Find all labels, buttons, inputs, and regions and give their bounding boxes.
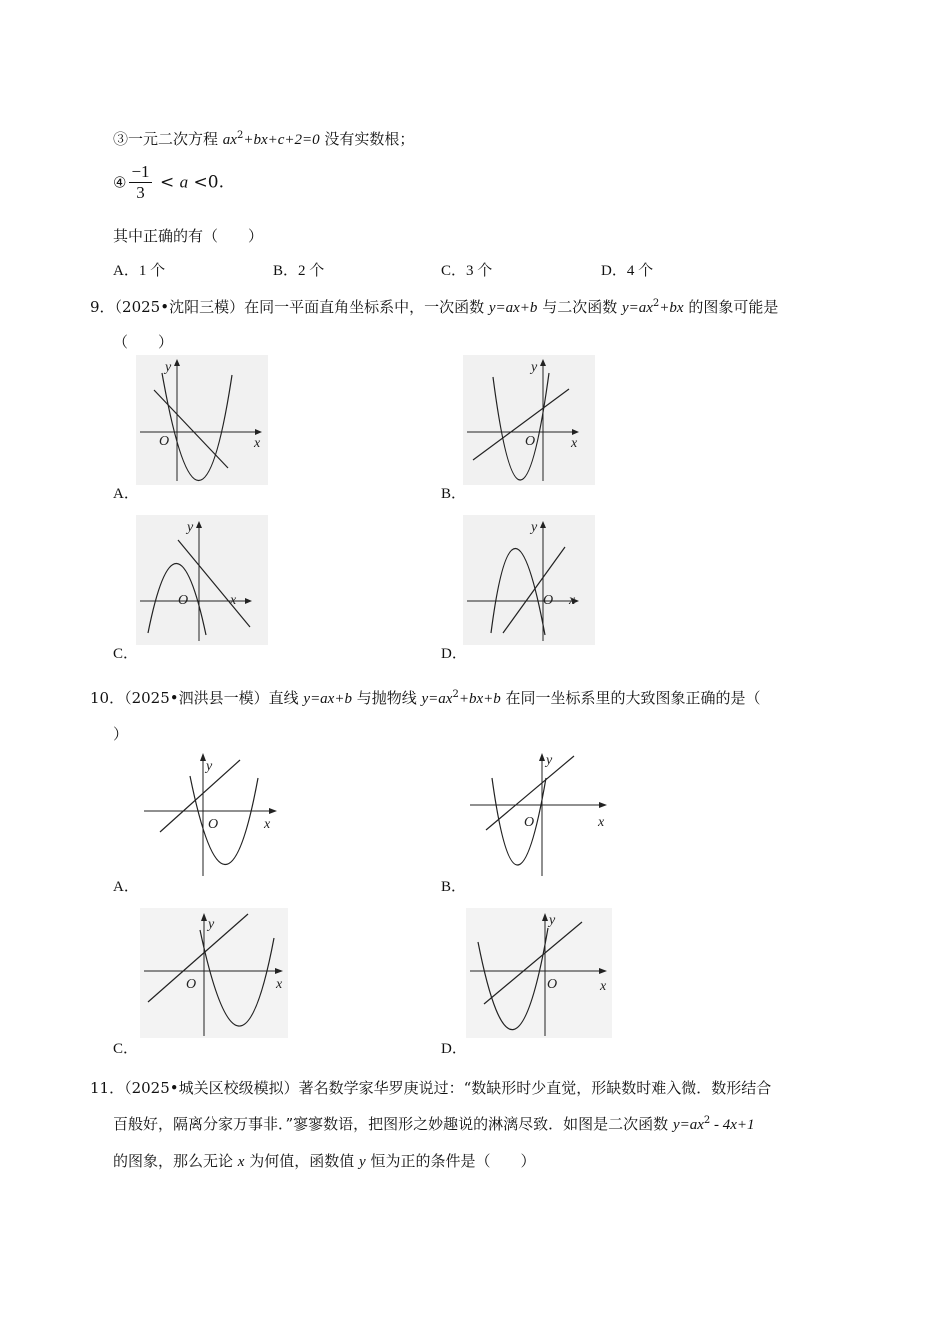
y-axis-label: y bbox=[531, 520, 538, 535]
q10-formula-linear: y=ax+b bbox=[303, 691, 352, 707]
q8-item4 bbox=[113, 162, 224, 203]
q9-stem bbox=[90, 296, 778, 317]
q8-item4-lt: < bbox=[154, 172, 180, 193]
q11-formula: y=ax bbox=[672, 1117, 704, 1133]
fraction-denominator: 3 bbox=[136, 183, 145, 202]
parabola bbox=[190, 776, 258, 865]
q10-text2: 与抛物线 bbox=[351, 689, 422, 707]
q10-graph-c bbox=[140, 908, 288, 1038]
y-axis-label: y bbox=[546, 753, 553, 768]
q11-text3a: 的图象，那么无论 bbox=[113, 1152, 238, 1170]
q8-option-b: B．2 个 bbox=[273, 263, 325, 279]
q9-text3: 的图象可能是 bbox=[683, 298, 779, 316]
q9-number: 9． bbox=[90, 298, 115, 316]
q11-number: 11． bbox=[90, 1079, 125, 1097]
q10-label-d: D． bbox=[441, 1041, 467, 1057]
q11-var-y: y bbox=[359, 1154, 366, 1170]
x-axis-arrow bbox=[269, 808, 277, 814]
parabola bbox=[492, 778, 546, 865]
q10-source: （2025•泗洪县一模） bbox=[124, 689, 269, 707]
q10-graph-d bbox=[466, 908, 612, 1038]
q10-formula-quad: y=ax bbox=[421, 691, 453, 707]
q8-option-c: C．3 个 bbox=[441, 263, 493, 279]
y-axis-label: y bbox=[187, 520, 194, 535]
q11-stem-line2 bbox=[113, 1113, 755, 1134]
q8-item3-text: 一元二次方程 bbox=[128, 130, 223, 148]
y-axis-label: y bbox=[165, 360, 172, 375]
q9-graph-d bbox=[463, 515, 595, 645]
q11-text2: 百般好，隔离分家万事非．”寥寥数语，把图形之妙趣说的淋漓尽致．如图是二次函数 bbox=[113, 1115, 673, 1133]
q11-text1: 著名数学家华罗庚说过：“数缺形时少直觉，形缺数时难入微．数形结合 bbox=[298, 1079, 772, 1097]
q8-item4-lt2: <0. bbox=[188, 172, 224, 193]
q9-formula-quad: y=ax bbox=[621, 300, 653, 316]
q8-item3-mark: ③ bbox=[113, 130, 129, 148]
q8-prompt: 其中正确的有（ ） bbox=[113, 227, 264, 245]
q10-graph-a bbox=[140, 748, 282, 878]
q10-text1: 直线 bbox=[268, 689, 304, 707]
q9-text2: 与二次函数 bbox=[537, 298, 622, 316]
origin-label: O bbox=[178, 593, 189, 608]
q8-item3 bbox=[113, 128, 414, 149]
q8-item3-expr: ax bbox=[222, 132, 237, 148]
x-axis-label: x bbox=[276, 977, 283, 992]
y-axis-label: y bbox=[208, 917, 215, 932]
q11-text3c: 恒为正的条件是（ ） bbox=[365, 1152, 536, 1170]
q8-item3-after: 没有实数根； bbox=[319, 130, 415, 148]
origin-label: O bbox=[543, 593, 554, 608]
q9-label-c: C． bbox=[113, 646, 139, 662]
q8-item4-mark: ④ bbox=[113, 173, 127, 192]
y-axis-arrow bbox=[539, 753, 545, 761]
q11-text3b: 为何值，函数值 bbox=[244, 1152, 359, 1170]
q10-number: 10． bbox=[90, 689, 125, 707]
q9-graph-b bbox=[463, 355, 595, 485]
q9-label-a: A． bbox=[113, 486, 139, 502]
q10-text3: 在同一坐标系里的大致图象正确的是（ bbox=[500, 689, 761, 707]
q11-stem-line3 bbox=[113, 1150, 535, 1171]
q8-item3-sup: 2 bbox=[236, 130, 244, 141]
q9-label-d: D． bbox=[441, 646, 467, 662]
fraction-numerator: −1 bbox=[131, 162, 150, 181]
q10-stem-cont: ） bbox=[113, 725, 129, 743]
q11-formula-sup: 2 bbox=[703, 1115, 711, 1126]
origin-label: O bbox=[524, 815, 535, 830]
graph-background bbox=[136, 355, 268, 485]
q10-graph-b bbox=[466, 748, 612, 878]
x-axis-arrow bbox=[599, 802, 607, 808]
q10-label-c: C． bbox=[113, 1041, 139, 1057]
fraction bbox=[129, 162, 151, 203]
q9-label-b: B． bbox=[441, 486, 467, 502]
y-axis-label: y bbox=[549, 913, 556, 928]
y-axis-label: y bbox=[206, 759, 213, 774]
origin-label: O bbox=[547, 977, 558, 992]
q9-formula-linear: y=ax+b bbox=[488, 300, 538, 316]
origin-label: O bbox=[525, 434, 536, 449]
q10-formula-sup: 2 bbox=[452, 689, 459, 700]
graph-background bbox=[463, 355, 595, 485]
q9-formula-sup: 2 bbox=[652, 298, 660, 309]
origin-label: O bbox=[208, 817, 219, 832]
q9-answer-paren: （ ） bbox=[113, 333, 174, 351]
q10-label-a: A． bbox=[113, 879, 139, 895]
graph-background bbox=[463, 515, 595, 645]
q10-formula-quad-rest: +bx+b bbox=[458, 691, 501, 707]
x-axis-label: x bbox=[254, 436, 261, 451]
q10-stem bbox=[90, 687, 761, 708]
q9-source: （2025•沈阳三模） bbox=[114, 298, 245, 316]
q11-formula-rest: - 4x+1 bbox=[710, 1117, 755, 1133]
q11-source: （2025•城关区校级模拟） bbox=[124, 1079, 299, 1097]
y-axis-label: y bbox=[531, 360, 538, 375]
q8-item3-expr-rest: +bx+c+2=0 bbox=[243, 132, 320, 148]
x-axis-label: x bbox=[598, 815, 605, 830]
q11-stem-line1 bbox=[90, 1077, 771, 1098]
origin-label: O bbox=[159, 434, 170, 449]
x-axis-label: x bbox=[264, 817, 271, 832]
q8-option-d: D．4 个 bbox=[601, 263, 654, 279]
q9-formula-quad-rest: +bx bbox=[659, 300, 684, 316]
q8-option-a: A．1 个 bbox=[113, 263, 166, 279]
line bbox=[160, 760, 240, 832]
q11-var-x: x bbox=[237, 1154, 245, 1170]
q9-text1: 在同一平面直角坐标系中，一次函数 bbox=[244, 298, 489, 316]
q8-item4-var: a bbox=[179, 172, 189, 192]
origin-label: O bbox=[186, 977, 197, 992]
q9-graph-c bbox=[136, 515, 268, 645]
q9-graph-a bbox=[136, 355, 268, 485]
x-axis-label: x bbox=[230, 593, 237, 608]
x-axis-label: x bbox=[571, 436, 578, 451]
q10-label-b: B． bbox=[441, 879, 467, 895]
x-axis-label: x bbox=[569, 593, 576, 608]
x-axis-label: x bbox=[600, 979, 607, 994]
